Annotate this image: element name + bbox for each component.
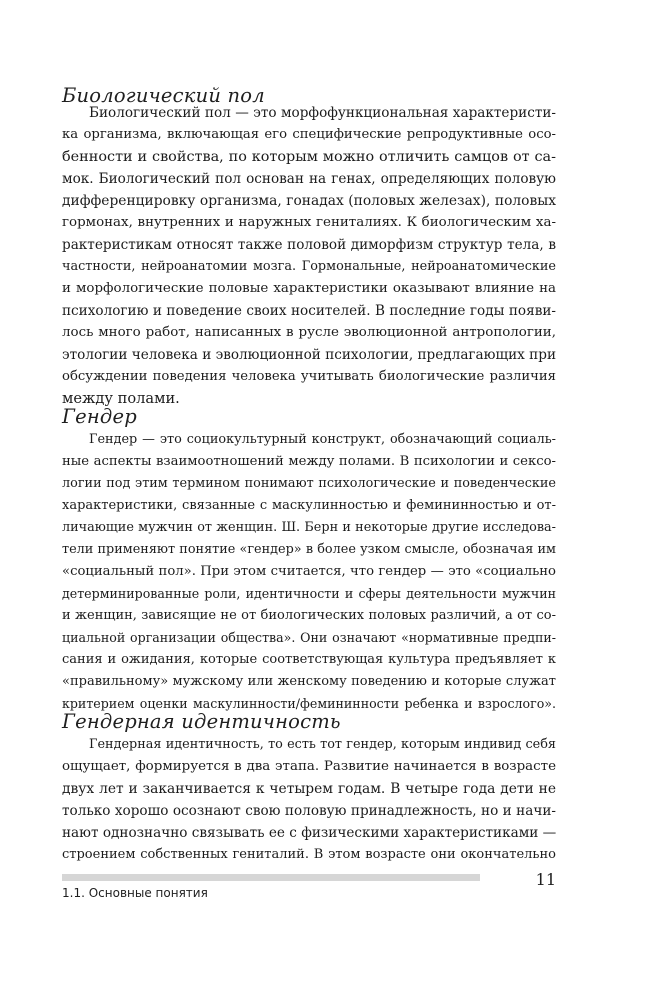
section-heading-biological-sex: Биологический пол bbox=[62, 84, 265, 107]
paragraph-line: тели применяют понятие «гендер» в более узком смысле, обозначая им bbox=[62, 542, 556, 557]
paragraph-line: критерием оценки маскулинности/фемининности ребенка и взрослого». bbox=[62, 696, 556, 711]
paragraph-line: бенности и свойства, по которым можно отличить самцов от са- bbox=[62, 149, 556, 165]
running-footer-section-label: 1.1. Основные понятия bbox=[62, 886, 208, 900]
paragraph-line: гормонах, внутренних и наружных гениталиях. К биологическим ха- bbox=[62, 215, 556, 230]
section-heading-gender-identity: Гендерная идентичность bbox=[62, 710, 341, 733]
paragraph-line: строением собственных гениталий. В этом возрасте они окончательно bbox=[62, 847, 556, 862]
paragraph-line: и морфологические половые характеристики оказывают влияние на bbox=[62, 281, 556, 296]
page-number: 11 bbox=[535, 870, 556, 889]
paragraph-line: обсуждении поведения человека учитывать биологические различия bbox=[62, 369, 556, 384]
paragraph-line: только хорошо осознают свою половую принадлежность, но и начи- bbox=[62, 803, 556, 819]
paragraph-line: Гендер — это социокультурный конструкт, обозначающий социаль- bbox=[89, 432, 556, 447]
paragraph-line: циальной организации общества». Они означают «нормативные предпи- bbox=[62, 630, 556, 645]
paragraph-line: нают однозначно связывать ее с физическими характеристиками — bbox=[62, 825, 557, 841]
paragraph-line: ка организма, включающая его специфические репродуктивные осо- bbox=[62, 127, 556, 142]
paragraph-line: двух лет и заканчивается к четырем годам. В четыре года дети не bbox=[62, 781, 556, 797]
paragraph-line: Биологический пол — это морфофункциональная характеристи- bbox=[89, 105, 556, 121]
paragraph-line: рактеристикам относят также половой диморфизм структур тела, в bbox=[62, 237, 556, 253]
paragraph-line: дифференцировку организма, гонадах (половых железах), половых bbox=[62, 193, 556, 209]
paragraph-line: логии под этим термином понимают психологические и поведенческие bbox=[62, 476, 556, 491]
section-heading-gender: Гендер bbox=[62, 405, 137, 428]
paragraph-line: между полами. bbox=[62, 390, 180, 407]
paragraph-line: мок. Биологический пол основан на генах, определяющих половую bbox=[62, 171, 556, 187]
paragraph-line: личающие мужчин от женщин. Ш. Берн и некоторые другие исследова- bbox=[62, 520, 556, 535]
paragraph-line: ные аспекты взаимоотношений между полами. В психологии и сексо- bbox=[62, 454, 556, 469]
paragraph-line: сания и ожидания, которые соответствующая культура предъявляет к bbox=[62, 652, 556, 667]
paragraph-line: Гендерная идентичность, то есть тот гендер, которым индивид себя bbox=[89, 737, 556, 752]
paragraph-line: ощущает, формируется в два этапа. Развитие начинается в возрасте bbox=[62, 759, 556, 774]
paragraph-line: психологию и поведение своих носителей. В последние годы появи- bbox=[62, 303, 556, 319]
paragraph-line: характеристики, связанные с маскулинностью и фемининностью и от- bbox=[62, 498, 556, 513]
paragraph-line: лось много работ, написанных в русле эволюционной антропологии, bbox=[62, 325, 556, 340]
footer-rule bbox=[62, 874, 480, 881]
paragraph-line: частности, нейроанатомии мозга. Гормональные, нейроанатомические bbox=[62, 259, 556, 274]
paragraph-line: «правильному» мужскому или женскому поведению и которые служат bbox=[62, 674, 556, 689]
paragraph-line: этологии человека и эволюционной психологии, предлагающих при bbox=[62, 347, 556, 363]
paragraph-line: «социальный пол». При этом считается, что гендер — это «социально bbox=[62, 564, 556, 579]
paragraph-line: и женщин, зависящие не от биологических половых различий, а от со- bbox=[62, 608, 556, 623]
paragraph-line: детерминированные роли, идентичности и сферы деятельности мужчин bbox=[62, 586, 556, 601]
